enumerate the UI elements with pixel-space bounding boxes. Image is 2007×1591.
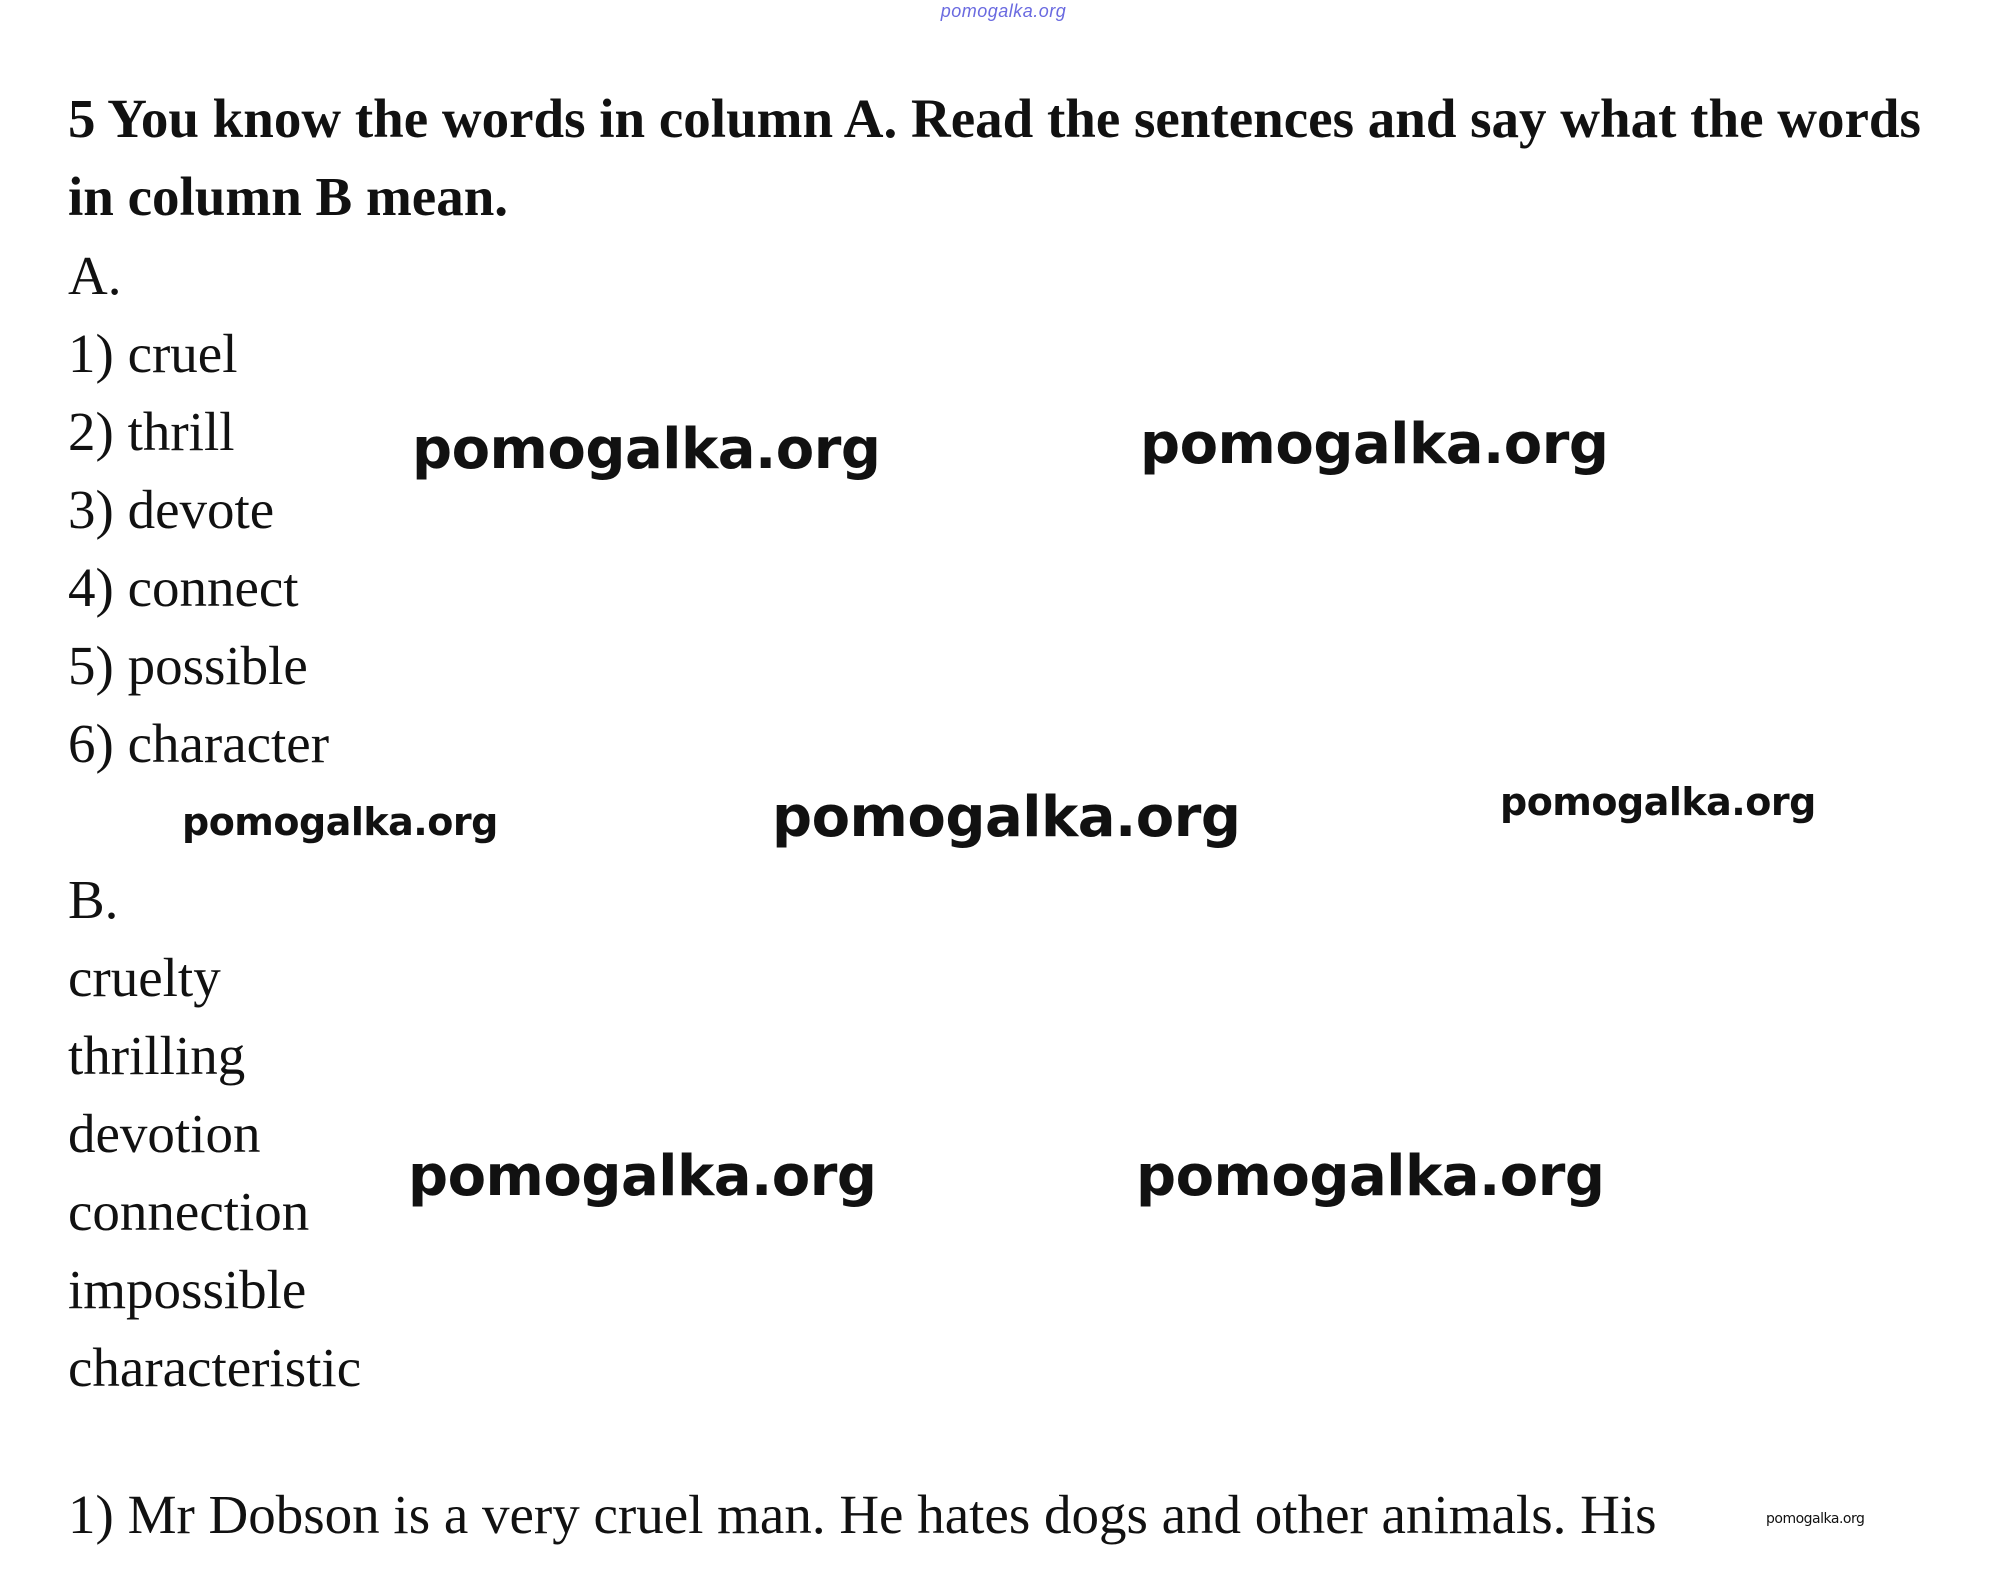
column-b-item: characteristic (68, 1337, 362, 1398)
column-b-item: impossible (68, 1259, 307, 1320)
column-b-item: cruelty (68, 947, 221, 1008)
watermark: pomogalka.org (772, 785, 1241, 850)
column-b-item: connection (68, 1181, 310, 1242)
watermark: pomogalka.org (1140, 412, 1609, 477)
column-a-item: 6) character (68, 713, 330, 774)
column-a-heading: A. (68, 245, 122, 306)
watermark: pomogalka.org (412, 417, 881, 482)
exercise-title: 5 You know the words in column A. Read the sentences and say what the words in column B mean. (68, 88, 1921, 227)
column-a-item: 3) devote (68, 479, 275, 540)
column-b-item: thrilling (68, 1025, 246, 1086)
watermark: pomogalka.org (1136, 1144, 1605, 1209)
site-header-watermark: pomogalka.org (940, 1, 1067, 21)
watermark: pomogalka.org (1500, 780, 1816, 824)
column-a-item: 1) cruel (68, 323, 238, 384)
sentence-1: 1) Mr Dobson is a very cruel man. He hates dogs and other animals. His (68, 1484, 1657, 1545)
column-a-item: 2) thrill (68, 401, 235, 462)
watermark: pomogalka.org (408, 1144, 877, 1209)
column-b-item: devotion (68, 1103, 261, 1164)
column-b-heading: B. (68, 869, 119, 930)
watermark: pomogalka.org (182, 800, 498, 844)
column-a-item: 5) possible (68, 635, 308, 696)
column-a-item: 4) connect (68, 557, 299, 618)
watermark: pomogalka.org (1766, 1511, 1865, 1527)
